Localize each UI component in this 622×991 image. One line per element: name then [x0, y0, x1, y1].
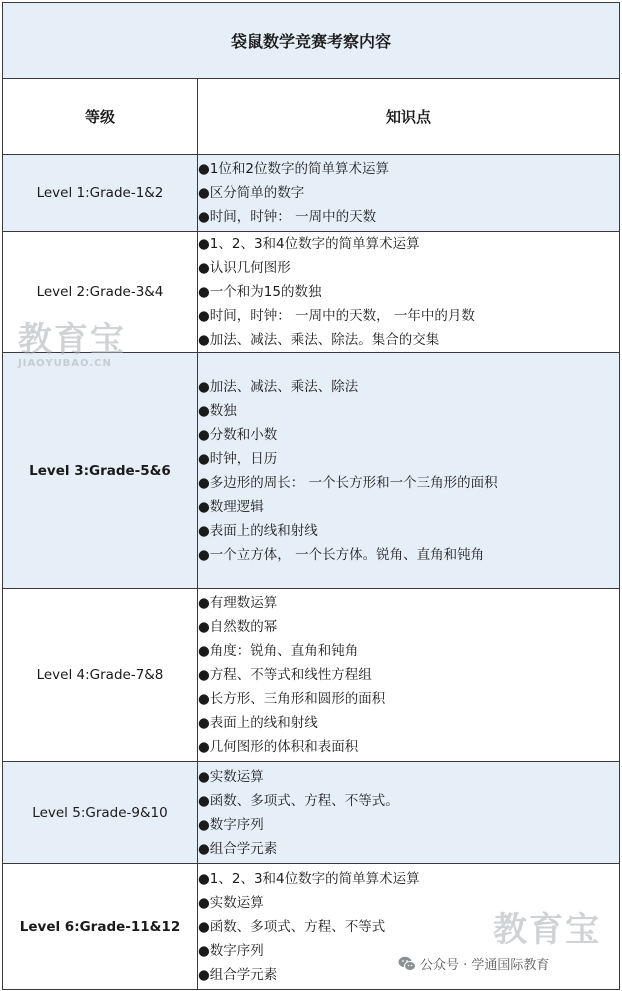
- list-item: ●表面上的线和射线: [198, 522, 318, 539]
- table-row: [3, 589, 620, 762]
- list-item: ●时钟，日历: [198, 450, 278, 467]
- table-row: [3, 155, 620, 232]
- list-item: ●加法、减法、乘法、除法。集合的交集: [198, 332, 440, 348]
- table-row: [3, 353, 620, 589]
- list-item: ●多边形的周长： 一个长方形和一个三角形的面积: [198, 474, 498, 491]
- list-item: ●1、2、3和4位数字的简单算术运算: [198, 236, 420, 252]
- list-item: ●有理数运算: [198, 595, 278, 611]
- header-points: 知识点: [198, 79, 620, 155]
- level-cell: Level 4:Grade-7&8: [3, 589, 198, 762]
- list-item: ●1位和2位数字的简单算术运算: [198, 161, 389, 177]
- table-row: [3, 762, 620, 864]
- table-title: 袋鼠数学竞赛考察内容: [3, 3, 620, 79]
- list-item: ●角度：锐角、直角和钝角: [198, 643, 359, 659]
- points-list: [198, 591, 619, 759]
- list-item: ●一个和为15的数独: [198, 284, 322, 300]
- level-cell: Level 5:Grade-9&10: [3, 762, 198, 864]
- points-list: [198, 157, 619, 229]
- list-item: ●加法、减法、乘法、除法: [198, 378, 359, 395]
- list-item: ●数字序列: [198, 816, 264, 833]
- list-item: ●实数运算: [198, 768, 264, 785]
- list-item: ●时间，时钟： 一周中的天数， 一年中的月数: [198, 308, 475, 324]
- list-item: ●自然数的幂: [198, 619, 278, 635]
- points-list: [198, 765, 619, 861]
- list-item: ●分数和小数: [198, 426, 278, 443]
- points-cell: [198, 589, 620, 762]
- list-item: ●时间，时钟： 一周中的天数: [198, 209, 377, 225]
- list-item: ●实数运算: [198, 894, 264, 911]
- points-list: [198, 232, 619, 352]
- level-cell: Level 2:Grade-3&4: [3, 232, 198, 353]
- list-item: ●区分简单的数字: [198, 185, 305, 201]
- wechat-icon: [398, 956, 416, 972]
- header-level: 等级: [3, 79, 198, 155]
- level-cell: Level 3:Grade-5&6: [3, 353, 198, 589]
- points-cell: [198, 353, 620, 589]
- level-cell: Level 6:Grade-11&12: [3, 864, 198, 990]
- footer-credit: [398, 954, 549, 973]
- list-item: ●组合学元素: [198, 966, 278, 983]
- list-item: ●数字序列: [198, 942, 264, 959]
- list-item: ●组合学元素: [198, 840, 278, 857]
- list-item: ●表面上的线和射线: [198, 715, 318, 731]
- title-row: [3, 3, 620, 79]
- list-item: ●方程、不等式和线性方程组: [198, 667, 372, 683]
- list-item: ●数独: [198, 402, 237, 419]
- watermark-logo: 教育宝: [18, 320, 126, 360]
- points-cell: [198, 155, 620, 232]
- list-item: ●数理逻辑: [198, 498, 264, 515]
- knowledge-table: [2, 2, 620, 990]
- list-item: ●认识几何图形: [198, 260, 291, 276]
- points-cell: [198, 762, 620, 864]
- list-item: ●函数、多项式、方程、不等式: [198, 918, 386, 935]
- header-row: [3, 79, 620, 155]
- points-list: [198, 375, 619, 567]
- list-item: ●一个立方体， 一个长方体。锐角、直角和钝角: [198, 546, 485, 563]
- list-item: ●长方形、三角形和圆形的面积: [198, 691, 386, 707]
- footer-credit-text: 公众号 · 学通国际教育: [420, 958, 550, 973]
- table-row: [3, 232, 620, 353]
- list-item: ●1、2、3和4位数字的简单算术运算: [198, 870, 420, 887]
- points-cell: [198, 232, 620, 353]
- watermark-domain: JIAOYUBAO.CN: [18, 358, 112, 369]
- list-item: ●几何图形的体积和表面积: [198, 739, 359, 755]
- list-item: ●函数、多项式、方程、不等式。: [198, 792, 399, 809]
- level-cell: Level 1:Grade-1&2: [3, 155, 198, 232]
- watermark-logo: 教育宝: [493, 910, 601, 950]
